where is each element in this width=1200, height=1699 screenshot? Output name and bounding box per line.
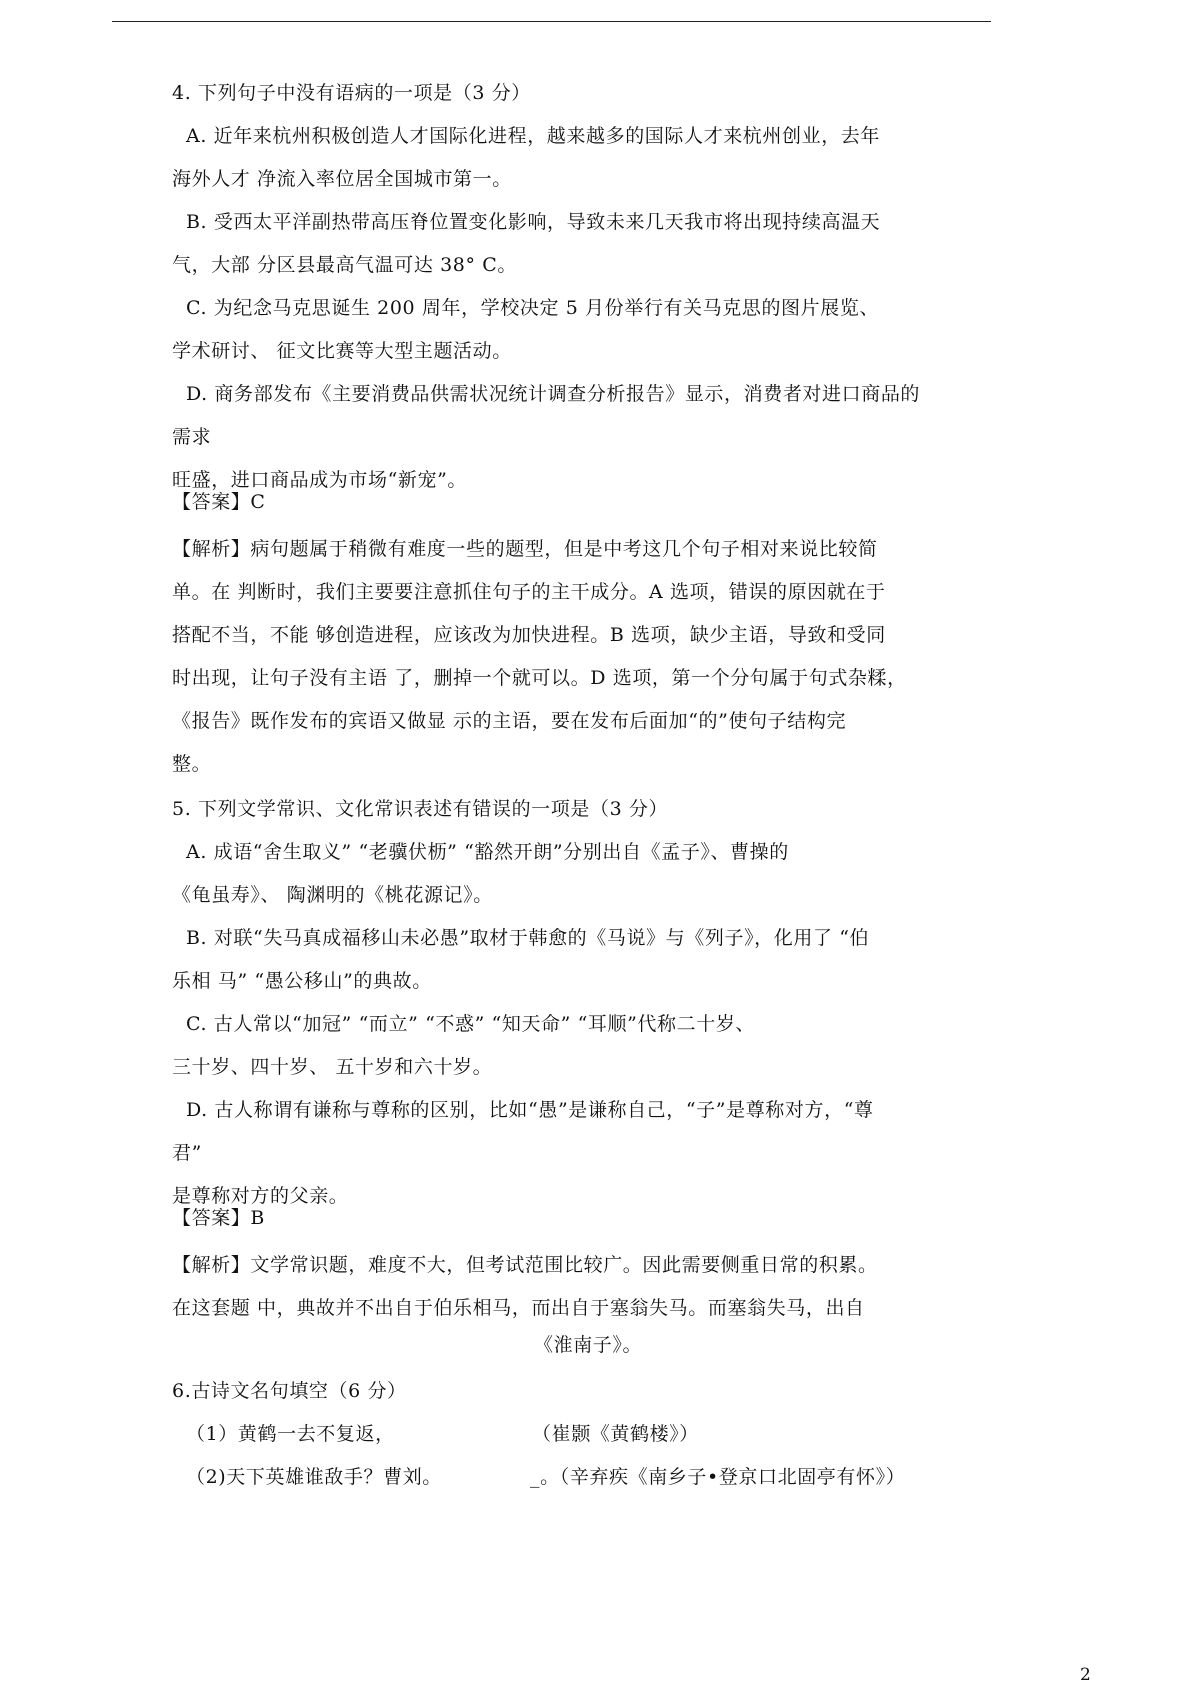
- q6-stem: 6.古诗文名句填空（6 分）: [172, 1380, 407, 1402]
- q6-item1-left: （1）黄鹤一去不复返，: [186, 1423, 395, 1445]
- q4-explanation-line1: 【解析】病句题属于稍微有难度一些的题型，但是中考这几个句子相对来说比较简: [172, 538, 878, 560]
- q4-explanation-line5: 《报告》既作发布的宾语又做显 示的主语，要在发布后面加“的”使句子结构完: [172, 710, 847, 732]
- q5-option-d-line2: 君”: [172, 1142, 202, 1164]
- page-number: 2: [1080, 1665, 1091, 1685]
- q4-answer: 【答案】C: [172, 491, 266, 513]
- q5-option-c-line1: C. 古人常以“加冠” “而立” “不惑” “知天命” “耳顺”代称二十岁、: [186, 1013, 756, 1035]
- q5-option-a-line2: 《龟虽寿》、 陶渊明的《桃花源记》。: [172, 884, 493, 906]
- q4-explanation-line3: 搭配不当，不能 够创造进程，应该改为加快进程。B 选项，缺少主语，导致和受同: [172, 624, 886, 646]
- q4-option-d-line1: D. 商务部发布《主要消费品供需状况统计调查分析报告》显示，消费者对进口商品的: [186, 383, 921, 405]
- q5-explanation-line3: 《淮南子》。: [534, 1334, 643, 1356]
- q4-option-c-line1: C. 为纪念马克思诞生 200 周年，学校决定 5 月份举行有关马克思的图片展览、: [186, 297, 880, 319]
- q5-option-d-line1: D. 古人称谓有谦称与尊称的区别，比如“愚”是谦称自己，“子”是尊称对方，“尊: [186, 1099, 874, 1121]
- q4-option-b-line2: 气，大部 分区县最高气温可达 38° C。: [172, 254, 517, 276]
- q4-option-b-line1: B. 受西太平洋副热带高压脊位置变化影响，导致未来几天我市将出现持续高温天: [186, 211, 881, 233]
- q4-option-a-line2: 海外人才 净流入率位居全国城市第一。: [172, 168, 512, 190]
- q4-explanation-line6: 整。: [172, 753, 212, 775]
- q5-option-c-line2: 三十岁、四十岁、 五十岁和六十岁。: [172, 1056, 493, 1078]
- q4-stem: 4. 下列句子中没有语病的一项是（3 分）: [172, 82, 531, 104]
- q5-option-d-line3: 是尊称对方的父亲。: [172, 1185, 349, 1207]
- q4-option-d-line2: 需求: [172, 426, 212, 448]
- q5-explanation-line1: 【解析】文学常识题，难度不大，但考试范围比较广。因此需要侧重日常的积累。: [172, 1254, 878, 1276]
- q4-explanation-line4: 时出现，让句子没有主语 了，删掉一个就可以。D 选项，第一个分句属于句式杂糅，: [172, 667, 907, 689]
- q6-item2-left: （2)天下英雄谁敌手？曹刘。: [186, 1466, 442, 1488]
- q4-explanation-line2: 单。在 判断时，我们主要要注意抓住句子的主干成分。A 选项，错误的原因就在于: [172, 581, 886, 603]
- q5-stem: 5. 下列文学常识、文化常识表述有错误的一项是（3 分）: [172, 798, 669, 820]
- q4-option-d-line3: 旺盛，进口商品成为市场“新宠”。: [172, 469, 468, 491]
- q5-answer: 【答案】B: [172, 1207, 265, 1229]
- q6-item2-source: _。（辛弃疾《南乡子•登京口北固亭有怀》）: [530, 1466, 906, 1488]
- q5-option-a-line1: A. 成语“舍生取义” “老骥伏枥” “豁然开朗”分别出自《孟子》、曹操的: [186, 841, 789, 863]
- q6-item1-source: （崔颢《黄鹤楼》）: [532, 1423, 699, 1445]
- q5-option-b-line2: 乐相 马” “愚公移山”的典故。: [172, 970, 432, 992]
- q5-option-b-line1: B. 对联“失马真成福移山未必愚”取材于韩愈的《马说》与《列子》，化用了 “伯: [186, 927, 870, 949]
- header-rule: [112, 21, 991, 22]
- q5-explanation-line2: 在这套题 中，典故并不出自于伯乐相马，而出自于塞翁失马。而塞翁失马，出自: [172, 1297, 865, 1319]
- q4-option-a-line1: A. 近年来杭州积极创造人才国际化进程，越来越多的国际人才来杭州创业，去年: [186, 125, 881, 147]
- q4-option-c-line2: 学术研讨、 征文比赛等大型主题活动。: [172, 340, 512, 362]
